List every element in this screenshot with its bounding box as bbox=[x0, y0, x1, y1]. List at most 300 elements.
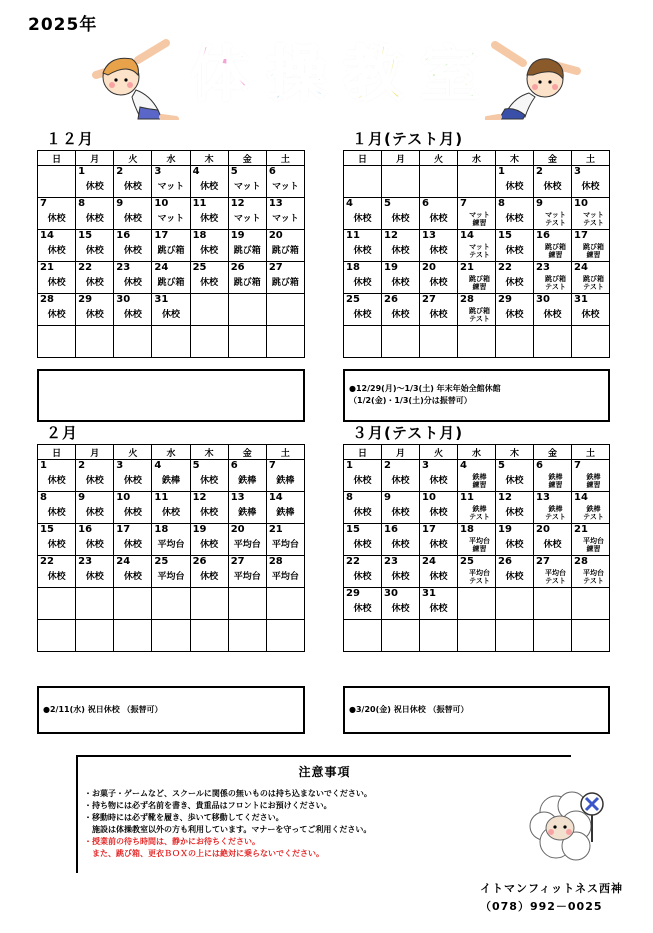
day-number: 18 bbox=[192, 230, 207, 241]
weekday-header: 金 bbox=[228, 445, 266, 460]
day-number: 3 bbox=[422, 460, 429, 471]
day-number: 29 bbox=[346, 588, 360, 599]
calendar-day-cell bbox=[38, 230, 76, 262]
calendar-day-cell bbox=[38, 166, 76, 198]
calendar-day-cell bbox=[152, 230, 190, 262]
calendar-day-cell bbox=[190, 294, 228, 326]
day-event: 休校 bbox=[123, 540, 142, 550]
day-number: 5 bbox=[498, 460, 505, 471]
day-event: 休校 bbox=[123, 476, 142, 486]
day-event: 休校 bbox=[391, 508, 410, 518]
weekday-header: 火 bbox=[114, 151, 152, 166]
day-event: 休校 bbox=[391, 246, 410, 256]
calendar-day-cell bbox=[420, 588, 458, 620]
note-box-december bbox=[37, 369, 305, 422]
calendar-day-cell bbox=[382, 294, 420, 326]
calendar-day-cell bbox=[534, 326, 572, 358]
day-number: 18 bbox=[346, 262, 360, 273]
calendar-day-cell bbox=[266, 492, 304, 524]
calendar-day-cell bbox=[496, 262, 534, 294]
day-number: 26 bbox=[230, 262, 245, 273]
day-number: 17 bbox=[116, 524, 131, 535]
day-event: 休校 bbox=[85, 214, 104, 224]
day-event: 休校 bbox=[123, 278, 142, 288]
calendar-day-cell bbox=[572, 230, 610, 262]
calendar-day-cell bbox=[572, 556, 610, 588]
day-number: 29 bbox=[78, 294, 93, 305]
day-number: 16 bbox=[116, 230, 131, 241]
day-number: 10 bbox=[574, 198, 588, 209]
calendar-day-cell bbox=[344, 492, 382, 524]
day-event: 平均台 練習 bbox=[469, 537, 490, 553]
day-event: 休校 bbox=[123, 310, 142, 320]
weekday-header: 日 bbox=[38, 445, 76, 460]
calendar-march bbox=[343, 444, 610, 652]
day-number: 5 bbox=[192, 460, 200, 471]
calendar-day-cell bbox=[266, 262, 304, 294]
weekday-header: 木 bbox=[496, 445, 534, 460]
day-event: 鉄棒 練習 bbox=[472, 473, 487, 489]
calendar-day-cell bbox=[266, 620, 304, 652]
day-number: 9 bbox=[536, 198, 543, 209]
calendar-day-cell bbox=[420, 230, 458, 262]
calendar-day-cell bbox=[76, 230, 114, 262]
weekday-header: 火 bbox=[420, 151, 458, 166]
day-event: 鉄棒 bbox=[238, 508, 257, 518]
day-event: 休校 bbox=[391, 214, 410, 224]
day-event: 休校 bbox=[353, 214, 372, 224]
day-number: 23 bbox=[536, 262, 550, 273]
calendar-day-cell bbox=[344, 230, 382, 262]
weekday-header: 土 bbox=[266, 151, 304, 166]
day-event: 休校 bbox=[429, 214, 448, 224]
calendar-day-cell bbox=[534, 620, 572, 652]
calendar-day-cell bbox=[38, 620, 76, 652]
day-number: 4 bbox=[192, 166, 200, 177]
calendar-day-cell bbox=[190, 198, 228, 230]
day-number: 13 bbox=[422, 230, 436, 241]
day-number: 26 bbox=[384, 294, 398, 305]
day-number: 11 bbox=[346, 230, 360, 241]
calendar-day-cell bbox=[382, 230, 420, 262]
day-number: 2 bbox=[78, 460, 86, 471]
calendar-day-cell bbox=[344, 620, 382, 652]
calendar-day-cell bbox=[534, 198, 572, 230]
day-event: 休校 bbox=[581, 182, 600, 192]
day-event: 休校 bbox=[47, 540, 66, 550]
day-event: 休校 bbox=[505, 508, 524, 518]
day-number: 22 bbox=[346, 556, 360, 567]
day-number: 3 bbox=[154, 166, 162, 177]
calendar-day-cell bbox=[76, 524, 114, 556]
calendar-day-cell bbox=[496, 230, 534, 262]
day-number: 13 bbox=[230, 492, 245, 503]
day-event: 休校 bbox=[391, 540, 410, 550]
day-event: 鉄棒 bbox=[161, 476, 180, 486]
calendar-day-cell bbox=[190, 524, 228, 556]
day-number: 11 bbox=[154, 492, 169, 503]
day-number: 25 bbox=[346, 294, 360, 305]
day-number: 9 bbox=[384, 492, 391, 503]
month-title-mar: ３月(テスト月) bbox=[352, 424, 464, 442]
day-event: 跳び箱 bbox=[157, 278, 185, 288]
day-number: 22 bbox=[78, 262, 93, 273]
calendar-day-cell bbox=[38, 492, 76, 524]
title-char-4: 室 bbox=[419, 40, 480, 110]
calendar-day-cell bbox=[38, 524, 76, 556]
calendar-day-cell bbox=[152, 620, 190, 652]
day-number: 11 bbox=[192, 198, 207, 209]
day-event: 休校 bbox=[47, 278, 66, 288]
weekday-header: 月 bbox=[76, 445, 114, 460]
day-number: 6 bbox=[230, 460, 238, 471]
calendar-day-cell bbox=[534, 230, 572, 262]
day-number: 6 bbox=[536, 460, 543, 471]
day-number: 14 bbox=[268, 492, 283, 503]
day-number: 2 bbox=[384, 460, 391, 471]
day-number: 21 bbox=[268, 524, 283, 535]
calendar-day-cell bbox=[420, 492, 458, 524]
day-event: 休校 bbox=[85, 476, 104, 486]
calendar-day-cell bbox=[190, 230, 228, 262]
calendar-day-cell bbox=[152, 460, 190, 492]
day-number: 8 bbox=[498, 198, 505, 209]
day-event: 休校 bbox=[505, 214, 524, 224]
calendar-day-cell bbox=[420, 198, 458, 230]
day-event: 休校 bbox=[353, 476, 372, 486]
weekday-header: 金 bbox=[534, 151, 572, 166]
calendar-day-cell bbox=[76, 460, 114, 492]
weekday-header: 月 bbox=[76, 151, 114, 166]
calendar-day-cell bbox=[228, 620, 266, 652]
day-number: 16 bbox=[384, 524, 398, 535]
day-number: 7 bbox=[460, 198, 467, 209]
day-number: 23 bbox=[116, 262, 131, 273]
title-char-2: 操 bbox=[266, 40, 327, 110]
day-event: 鉄棒 テスト bbox=[545, 505, 566, 521]
day-number: 1 bbox=[498, 166, 505, 177]
day-event: 平均台 bbox=[271, 540, 299, 550]
day-number: 2 bbox=[536, 166, 543, 177]
day-event: 休校 bbox=[581, 310, 600, 320]
day-number: 31 bbox=[422, 588, 436, 599]
calendar-day-cell bbox=[382, 524, 420, 556]
calendar-day-cell bbox=[572, 524, 610, 556]
calendar-day-cell bbox=[382, 588, 420, 620]
attention-line: ・お菓子・ゲームなど、スクールに関係の無いものは持ち込まないでください。 bbox=[84, 789, 372, 798]
calendar-day-cell bbox=[190, 326, 228, 358]
day-number: 20 bbox=[536, 524, 550, 535]
calendar-day-cell bbox=[382, 492, 420, 524]
attention-line-warning: また、跳び箱、更衣ＢＯＸの上には絶対に乗らないでください。 bbox=[84, 849, 324, 858]
calendar-day-cell bbox=[266, 524, 304, 556]
calendar-day-cell bbox=[114, 262, 152, 294]
day-event: マット bbox=[233, 182, 261, 192]
day-number: 22 bbox=[40, 556, 54, 567]
day-number: 28 bbox=[268, 556, 283, 567]
day-event: 跳び箱 bbox=[157, 246, 185, 256]
calendar-day-cell bbox=[228, 326, 266, 358]
calendar-day-cell bbox=[458, 492, 496, 524]
day-event: マット bbox=[233, 214, 261, 224]
weekday-header: 日 bbox=[38, 151, 76, 166]
day-number: 12 bbox=[384, 230, 398, 241]
day-number: 15 bbox=[40, 524, 54, 535]
calendar-day-cell bbox=[382, 166, 420, 198]
day-event: 跳び箱 bbox=[233, 246, 261, 256]
attention-line-warning: ・授業前の待ち時間は、静かにお待ちください。 bbox=[84, 837, 260, 846]
calendar-day-cell bbox=[420, 262, 458, 294]
day-number: 26 bbox=[192, 556, 207, 567]
calendar-day-cell bbox=[228, 294, 266, 326]
day-event: 休校 bbox=[505, 540, 524, 550]
day-number: 24 bbox=[422, 556, 436, 567]
calendar-day-cell bbox=[114, 198, 152, 230]
weekday-header: 木 bbox=[190, 151, 228, 166]
weekday-header: 水 bbox=[152, 445, 190, 460]
calendar-day-cell bbox=[76, 588, 114, 620]
day-event: 休校 bbox=[123, 214, 142, 224]
day-event: 休校 bbox=[429, 508, 448, 518]
day-event: 休校 bbox=[505, 310, 524, 320]
calendar-day-cell bbox=[458, 524, 496, 556]
weekday-header: 水 bbox=[152, 151, 190, 166]
day-event: 休校 bbox=[429, 540, 448, 550]
day-event: マット bbox=[272, 182, 299, 192]
day-event: 休校 bbox=[161, 310, 180, 320]
day-event: 休校 bbox=[85, 310, 104, 320]
attention-heading: 注意事項 bbox=[298, 765, 351, 779]
day-event: 休校 bbox=[429, 310, 448, 320]
calendar-day-cell bbox=[344, 198, 382, 230]
calendar-day-cell bbox=[344, 524, 382, 556]
weekday-header: 月 bbox=[382, 445, 420, 460]
calendar-day-cell bbox=[76, 198, 114, 230]
day-number: 27 bbox=[268, 262, 283, 273]
day-event: 跳び箱 bbox=[271, 278, 299, 288]
calendar-day-cell bbox=[534, 492, 572, 524]
calendar-day-cell bbox=[114, 230, 152, 262]
day-number: 28 bbox=[460, 294, 474, 305]
calendar-day-cell bbox=[572, 262, 610, 294]
calendar-day-cell bbox=[458, 198, 496, 230]
day-event: 休校 bbox=[47, 246, 66, 256]
day-number: 11 bbox=[460, 492, 474, 503]
calendar-day-cell bbox=[344, 588, 382, 620]
calendar-day-cell bbox=[344, 326, 382, 358]
weekday-header: 土 bbox=[572, 151, 610, 166]
day-event: 平均台 bbox=[157, 540, 185, 550]
day-number: 28 bbox=[574, 556, 588, 567]
day-number: 8 bbox=[346, 492, 353, 503]
calendar-day-cell bbox=[76, 492, 114, 524]
calendar-day-cell bbox=[190, 262, 228, 294]
day-number: 8 bbox=[40, 492, 47, 503]
day-number: 2 bbox=[116, 166, 124, 177]
calendar-day-cell bbox=[228, 230, 266, 262]
calendar-day-cell bbox=[382, 326, 420, 358]
day-number: 24 bbox=[116, 556, 131, 567]
day-number: 25 bbox=[192, 262, 207, 273]
weekday-header: 火 bbox=[114, 445, 152, 460]
calendar-day-cell bbox=[420, 556, 458, 588]
day-event: 鉄棒 bbox=[276, 476, 295, 486]
calendar-day-cell bbox=[496, 198, 534, 230]
calendar-day-cell bbox=[114, 524, 152, 556]
day-event: 鉄棒 練習 bbox=[548, 473, 563, 489]
day-event: 休校 bbox=[391, 310, 410, 320]
calendar-day-cell bbox=[152, 588, 190, 620]
calendar-day-cell bbox=[38, 588, 76, 620]
month-title-jan: １月(テスト月) bbox=[352, 130, 464, 148]
day-event: 休校 bbox=[200, 508, 219, 518]
day-event: 休校 bbox=[47, 476, 66, 486]
day-event: 鉄棒 bbox=[276, 508, 295, 518]
calendar-day-cell bbox=[496, 492, 534, 524]
calendar-day-cell bbox=[152, 262, 190, 294]
calendar-day-cell bbox=[534, 294, 572, 326]
day-number: 29 bbox=[498, 294, 512, 305]
calendar-day-cell bbox=[114, 492, 152, 524]
day-event: 休校 bbox=[353, 508, 372, 518]
calendar-day-cell bbox=[382, 556, 420, 588]
calendar-day-cell bbox=[228, 460, 266, 492]
day-event: 休校 bbox=[543, 182, 562, 192]
day-number: 30 bbox=[536, 294, 550, 305]
day-event: 平均台 bbox=[233, 572, 261, 582]
calendar-day-cell bbox=[228, 492, 266, 524]
day-number: 31 bbox=[154, 294, 169, 305]
day-event: 跳び箱 bbox=[233, 278, 261, 288]
company-name: イトマンフィットネス西神 bbox=[479, 882, 623, 895]
weekday-header: 日 bbox=[344, 151, 382, 166]
calendar-day-cell bbox=[114, 326, 152, 358]
calendar-day-cell bbox=[534, 262, 572, 294]
calendar-day-cell bbox=[152, 294, 190, 326]
day-number: 7 bbox=[40, 198, 47, 209]
day-number: 19 bbox=[192, 524, 207, 535]
attention-line: ・持ち物には必ず名前を書き、貴重品はフロントにお預けください。 bbox=[84, 801, 332, 810]
calendar-day-cell bbox=[114, 620, 152, 652]
day-event: 休校 bbox=[123, 572, 142, 582]
day-event: 休校 bbox=[429, 278, 448, 288]
day-number: 30 bbox=[384, 588, 398, 599]
day-number: 25 bbox=[460, 556, 474, 567]
calendar-day-cell bbox=[114, 556, 152, 588]
day-number: 25 bbox=[154, 556, 169, 567]
calendar-december bbox=[37, 150, 305, 358]
day-event: 平均台 テスト bbox=[583, 569, 604, 585]
day-number: 10 bbox=[422, 492, 436, 503]
day-event: 跳び箱 練習 bbox=[583, 243, 604, 259]
calendar-day-cell bbox=[190, 620, 228, 652]
day-event: 跳び箱 練習 bbox=[545, 243, 566, 259]
calendar-day-cell bbox=[534, 524, 572, 556]
day-number: 17 bbox=[574, 230, 588, 241]
calendar-day-cell bbox=[572, 588, 610, 620]
calendar-day-cell bbox=[420, 460, 458, 492]
day-number: 7 bbox=[574, 460, 581, 471]
day-event: 休校 bbox=[353, 540, 372, 550]
calendar-day-cell bbox=[38, 556, 76, 588]
calendar-day-cell bbox=[458, 262, 496, 294]
day-number: 6 bbox=[268, 166, 276, 177]
calendar-day-cell bbox=[572, 460, 610, 492]
day-event: 休校 bbox=[353, 246, 372, 256]
calendar-day-cell bbox=[114, 294, 152, 326]
calendar-day-cell bbox=[458, 230, 496, 262]
weekday-header: 土 bbox=[572, 445, 610, 460]
day-number: 19 bbox=[498, 524, 512, 535]
day-number: 13 bbox=[268, 198, 283, 209]
day-event: 休校 bbox=[200, 572, 219, 582]
calendar-day-cell bbox=[38, 262, 76, 294]
calendar-day-cell bbox=[458, 166, 496, 198]
calendar-day-cell bbox=[266, 588, 304, 620]
day-number: 3 bbox=[574, 166, 581, 177]
attention-line: ・移動時には必ず靴を履き、歩いて移動してください。 bbox=[84, 813, 284, 822]
calendar-day-cell bbox=[114, 588, 152, 620]
calendar-day-cell bbox=[114, 166, 152, 198]
day-number: 16 bbox=[536, 230, 550, 241]
calendar-day-cell bbox=[76, 556, 114, 588]
day-number: 27 bbox=[230, 556, 245, 567]
day-number: 15 bbox=[346, 524, 360, 535]
weekday-header: 水 bbox=[458, 151, 496, 166]
day-event: 鉄棒 テスト bbox=[583, 505, 604, 521]
day-number: 19 bbox=[384, 262, 398, 273]
calendar-day-cell bbox=[534, 588, 572, 620]
calendar-day-cell bbox=[458, 588, 496, 620]
day-number: 18 bbox=[154, 524, 169, 535]
day-number: 4 bbox=[460, 460, 467, 471]
day-event: 休校 bbox=[505, 572, 524, 582]
day-number: 31 bbox=[574, 294, 588, 305]
day-event: 休校 bbox=[353, 604, 372, 614]
day-event: マット bbox=[157, 182, 185, 192]
calendar-day-cell bbox=[190, 460, 228, 492]
calendar-day-cell bbox=[152, 326, 190, 358]
day-event: 休校 bbox=[123, 508, 142, 518]
calendar-day-cell bbox=[38, 326, 76, 358]
calendar-day-cell bbox=[114, 460, 152, 492]
calendar-day-cell bbox=[228, 262, 266, 294]
calendar-day-cell bbox=[572, 294, 610, 326]
calendar-day-cell bbox=[458, 326, 496, 358]
day-event: 休校 bbox=[85, 246, 104, 256]
day-number: 21 bbox=[574, 524, 588, 535]
company-info bbox=[480, 880, 623, 916]
calendar-day-cell bbox=[228, 588, 266, 620]
calendar-day-cell bbox=[572, 326, 610, 358]
calendar-day-cell bbox=[572, 620, 610, 652]
calendar-day-cell bbox=[382, 620, 420, 652]
day-event: 休校 bbox=[505, 246, 524, 256]
day-event: 休校 bbox=[505, 278, 524, 288]
sheep-mascot-icon bbox=[526, 782, 606, 872]
weekday-header: 木 bbox=[496, 151, 534, 166]
day-number: 3 bbox=[116, 460, 124, 471]
day-number: 5 bbox=[384, 198, 391, 209]
month-title-feb: ２月 bbox=[46, 424, 79, 442]
day-event: 平均台 練習 bbox=[583, 537, 604, 553]
calendar-day-cell bbox=[420, 326, 458, 358]
calendar-day-cell bbox=[266, 556, 304, 588]
day-event: 鉄棒 bbox=[238, 476, 257, 486]
day-number: 10 bbox=[154, 198, 169, 209]
calendar-day-cell bbox=[190, 166, 228, 198]
day-number: 30 bbox=[116, 294, 131, 305]
